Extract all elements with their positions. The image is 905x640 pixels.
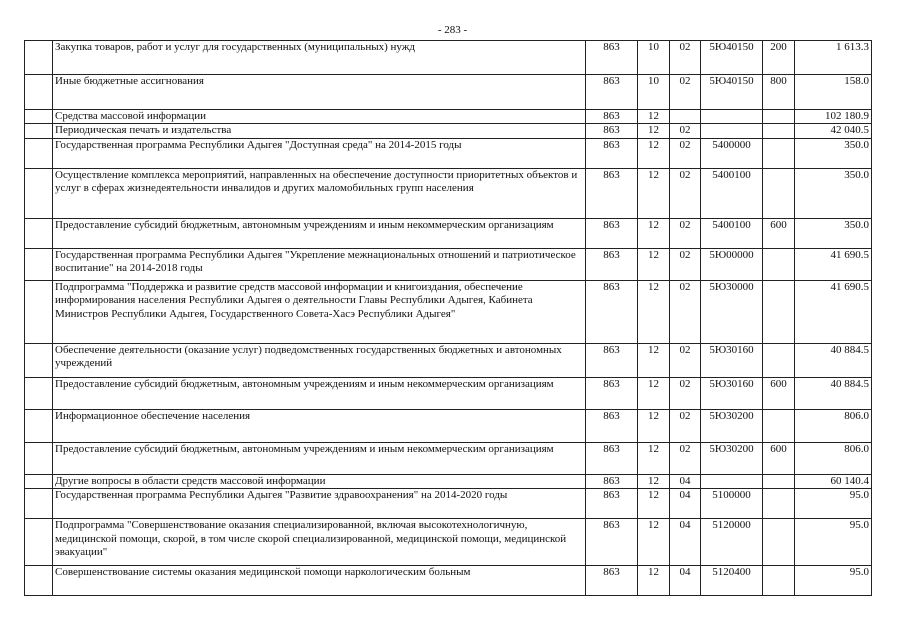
expense-type-code: 200 [763, 41, 795, 75]
expense-type-code [763, 168, 795, 218]
row-index-cell [25, 519, 53, 566]
line-item-name: Предоставление субсидий бюджетным, автономным учреждениям и иным некоммерческим организациям [53, 218, 586, 248]
admin-code: 863 [586, 41, 638, 75]
amount-value: 350.0 [795, 218, 872, 248]
table-row [25, 442, 872, 474]
amount-value: 350.0 [795, 138, 872, 168]
line-item-name: Государственная программа Республики Адыгея "Укрепление межнациональных отношений и патриотическое воспитание" на 2014-2018 годы [53, 248, 586, 280]
amount-value: 42 040.5 [795, 124, 872, 138]
target-article-code: 5120000 [701, 519, 763, 566]
admin-code: 863 [586, 138, 638, 168]
subsection-code: 02 [670, 377, 701, 409]
subsection-code [670, 110, 701, 124]
target-article-code: 5Ю30200 [701, 409, 763, 442]
subsection-code: 02 [670, 409, 701, 442]
subsection-code: 02 [670, 343, 701, 377]
expense-type-code: 600 [763, 377, 795, 409]
admin-code: 863 [586, 519, 638, 566]
expense-type-code [763, 343, 795, 377]
expense-type-code [763, 138, 795, 168]
amount-value: 350.0 [795, 168, 872, 218]
row-index-cell [25, 474, 53, 488]
subsection-code: 02 [670, 280, 701, 343]
table-row [25, 124, 872, 138]
target-article-code [701, 124, 763, 138]
line-item-name: Предоставление субсидий бюджетным, автономным учреждениям и иным некоммерческим организациям [53, 377, 586, 409]
expense-type-code: 600 [763, 442, 795, 474]
line-item-name: Подпрограмма "Совершенствование оказания специализированной, включая высокотехнологичную, медицинской помощи, скорой, в том числе скорой специализированной, медицинской помощи, медицинской эвакуации" [53, 519, 586, 566]
table-row [25, 218, 872, 248]
target-article-code [701, 110, 763, 124]
target-article-code: 5Ю30160 [701, 377, 763, 409]
row-index-cell [25, 124, 53, 138]
section-code: 12 [638, 474, 670, 488]
row-index-cell [25, 248, 53, 280]
row-index-cell [25, 566, 53, 596]
target-article-code [701, 474, 763, 488]
row-index-cell [25, 280, 53, 343]
expense-type-code [763, 124, 795, 138]
target-article-code: 5Ю30000 [701, 280, 763, 343]
subsection-code: 02 [670, 124, 701, 138]
section-code: 12 [638, 124, 670, 138]
amount-value: 1 613.3 [795, 41, 872, 75]
line-item-name: Периодическая печать и издательства [53, 124, 586, 138]
table-row [25, 248, 872, 280]
amount-value: 806.0 [795, 409, 872, 442]
expense-type-code: 600 [763, 218, 795, 248]
section-code: 10 [638, 41, 670, 75]
target-article-code: 5Ю30160 [701, 343, 763, 377]
table-row [25, 343, 872, 377]
subsection-code: 02 [670, 138, 701, 168]
row-index-cell [25, 409, 53, 442]
admin-code: 863 [586, 124, 638, 138]
row-index-cell [25, 489, 53, 519]
line-item-name: Средства массовой информации [53, 110, 586, 124]
target-article-code: 5400100 [701, 168, 763, 218]
budget-table [24, 40, 872, 596]
admin-code: 863 [586, 248, 638, 280]
expense-type-code [763, 566, 795, 596]
amount-value: 158.0 [795, 75, 872, 110]
admin-code: 863 [586, 442, 638, 474]
row-index-cell [25, 138, 53, 168]
amount-value: 95.0 [795, 489, 872, 519]
section-code: 12 [638, 377, 670, 409]
section-code: 12 [638, 442, 670, 474]
line-item-name: Другие вопросы в области средств массовой информации [53, 474, 586, 488]
expense-type-code: 800 [763, 75, 795, 110]
target-article-code: 5Ю30200 [701, 442, 763, 474]
row-index-cell [25, 218, 53, 248]
amount-value: 40 884.5 [795, 343, 872, 377]
section-code: 12 [638, 110, 670, 124]
admin-code: 863 [586, 110, 638, 124]
row-index-cell [25, 41, 53, 75]
subsection-code: 04 [670, 519, 701, 566]
table-row [25, 168, 872, 218]
admin-code: 863 [586, 343, 638, 377]
expense-type-code [763, 474, 795, 488]
subsection-code: 02 [670, 442, 701, 474]
expense-type-code [763, 519, 795, 566]
target-article-code: 5400100 [701, 218, 763, 248]
section-code: 10 [638, 75, 670, 110]
line-item-name: Иные бюджетные ассигнования [53, 75, 586, 110]
subsection-code: 04 [670, 489, 701, 519]
row-index-cell [25, 343, 53, 377]
table-row [25, 280, 872, 343]
row-index-cell [25, 442, 53, 474]
expense-type-code [763, 409, 795, 442]
amount-value: 95.0 [795, 566, 872, 596]
page-number: - 283 - [437, 24, 468, 36]
target-article-code: 5Ю40150 [701, 75, 763, 110]
section-code: 12 [638, 138, 670, 168]
line-item-name: Закупка товаров, работ и услуг для государственных (муниципальных) нужд [53, 41, 586, 75]
table-row [25, 474, 872, 488]
target-article-code: 5Ю40150 [701, 41, 763, 75]
table-row [25, 138, 872, 168]
subsection-code: 02 [670, 218, 701, 248]
admin-code: 863 [586, 377, 638, 409]
admin-code: 863 [586, 409, 638, 442]
table-row [25, 75, 872, 110]
section-code: 12 [638, 280, 670, 343]
section-code: 12 [638, 566, 670, 596]
table-row [25, 41, 872, 75]
expense-type-code [763, 248, 795, 280]
section-code: 12 [638, 218, 670, 248]
admin-code: 863 [586, 75, 638, 110]
admin-code: 863 [586, 168, 638, 218]
line-item-name: Подпрограмма "Поддержка и развитие средств массовой информации и книгоиздания, обеспечение информирования населения Республики Адыгея о деятельности Главы Республики Адыгея, Кабинета Министров Республики Адыгея, Государственного Совета-Хасэ Республики Адыгея" [53, 280, 586, 343]
row-index-cell [25, 75, 53, 110]
amount-value: 40 884.5 [795, 377, 872, 409]
amount-value: 41 690.5 [795, 248, 872, 280]
line-item-name: Осуществление комплекса мероприятий, направленных на обеспечение доступности приоритетных объектов и услуг в сферах жизнедеятельности инвалидов и других маломобильных групп населения [53, 168, 586, 218]
admin-code: 863 [586, 566, 638, 596]
table-row [25, 489, 872, 519]
target-article-code: 5400000 [701, 138, 763, 168]
table-row [25, 110, 872, 124]
row-index-cell [25, 377, 53, 409]
subsection-code: 02 [670, 75, 701, 110]
line-item-name: Обеспечение деятельности (оказание услуг) подведомственных государственных бюджетных и автономных учреждений [53, 343, 586, 377]
section-code: 12 [638, 409, 670, 442]
admin-code: 863 [586, 489, 638, 519]
admin-code: 863 [586, 218, 638, 248]
target-article-code: 5100000 [701, 489, 763, 519]
subsection-code: 04 [670, 566, 701, 596]
line-item-name: Предоставление субсидий бюджетным, автономным учреждениям и иным некоммерческим организациям [53, 442, 586, 474]
admin-code: 863 [586, 280, 638, 343]
subsection-code: 04 [670, 474, 701, 488]
section-code: 12 [638, 343, 670, 377]
amount-value: 60 140.4 [795, 474, 872, 488]
subsection-code: 02 [670, 41, 701, 75]
amount-value: 806.0 [795, 442, 872, 474]
table-row [25, 409, 872, 442]
row-index-cell [25, 168, 53, 218]
section-code: 12 [638, 248, 670, 280]
line-item-name: Государственная программа Республики Адыгея "Доступная среда" на 2014-2015 годы [53, 138, 586, 168]
table-row [25, 566, 872, 596]
section-code: 12 [638, 519, 670, 566]
amount-value: 102 180.9 [795, 110, 872, 124]
line-item-name: Государственная программа Республики Адыгея "Развитие здравоохранения" на 2014-2020 годы [53, 489, 586, 519]
admin-code: 863 [586, 474, 638, 488]
row-index-cell [25, 110, 53, 124]
expense-type-code [763, 110, 795, 124]
subsection-code: 02 [670, 248, 701, 280]
target-article-code: 5Ю00000 [701, 248, 763, 280]
expense-type-code [763, 489, 795, 519]
amount-value: 95.0 [795, 519, 872, 566]
subsection-code: 02 [670, 168, 701, 218]
expense-type-code [763, 280, 795, 343]
section-code: 12 [638, 168, 670, 218]
table-row [25, 519, 872, 566]
target-article-code: 5120400 [701, 566, 763, 596]
line-item-name: Совершенствование системы оказания медицинской помощи наркологическим больным [53, 566, 586, 596]
section-code: 12 [638, 489, 670, 519]
amount-value: 41 690.5 [795, 280, 872, 343]
line-item-name: Информационное обеспечение населения [53, 409, 586, 442]
table-row [25, 377, 872, 409]
